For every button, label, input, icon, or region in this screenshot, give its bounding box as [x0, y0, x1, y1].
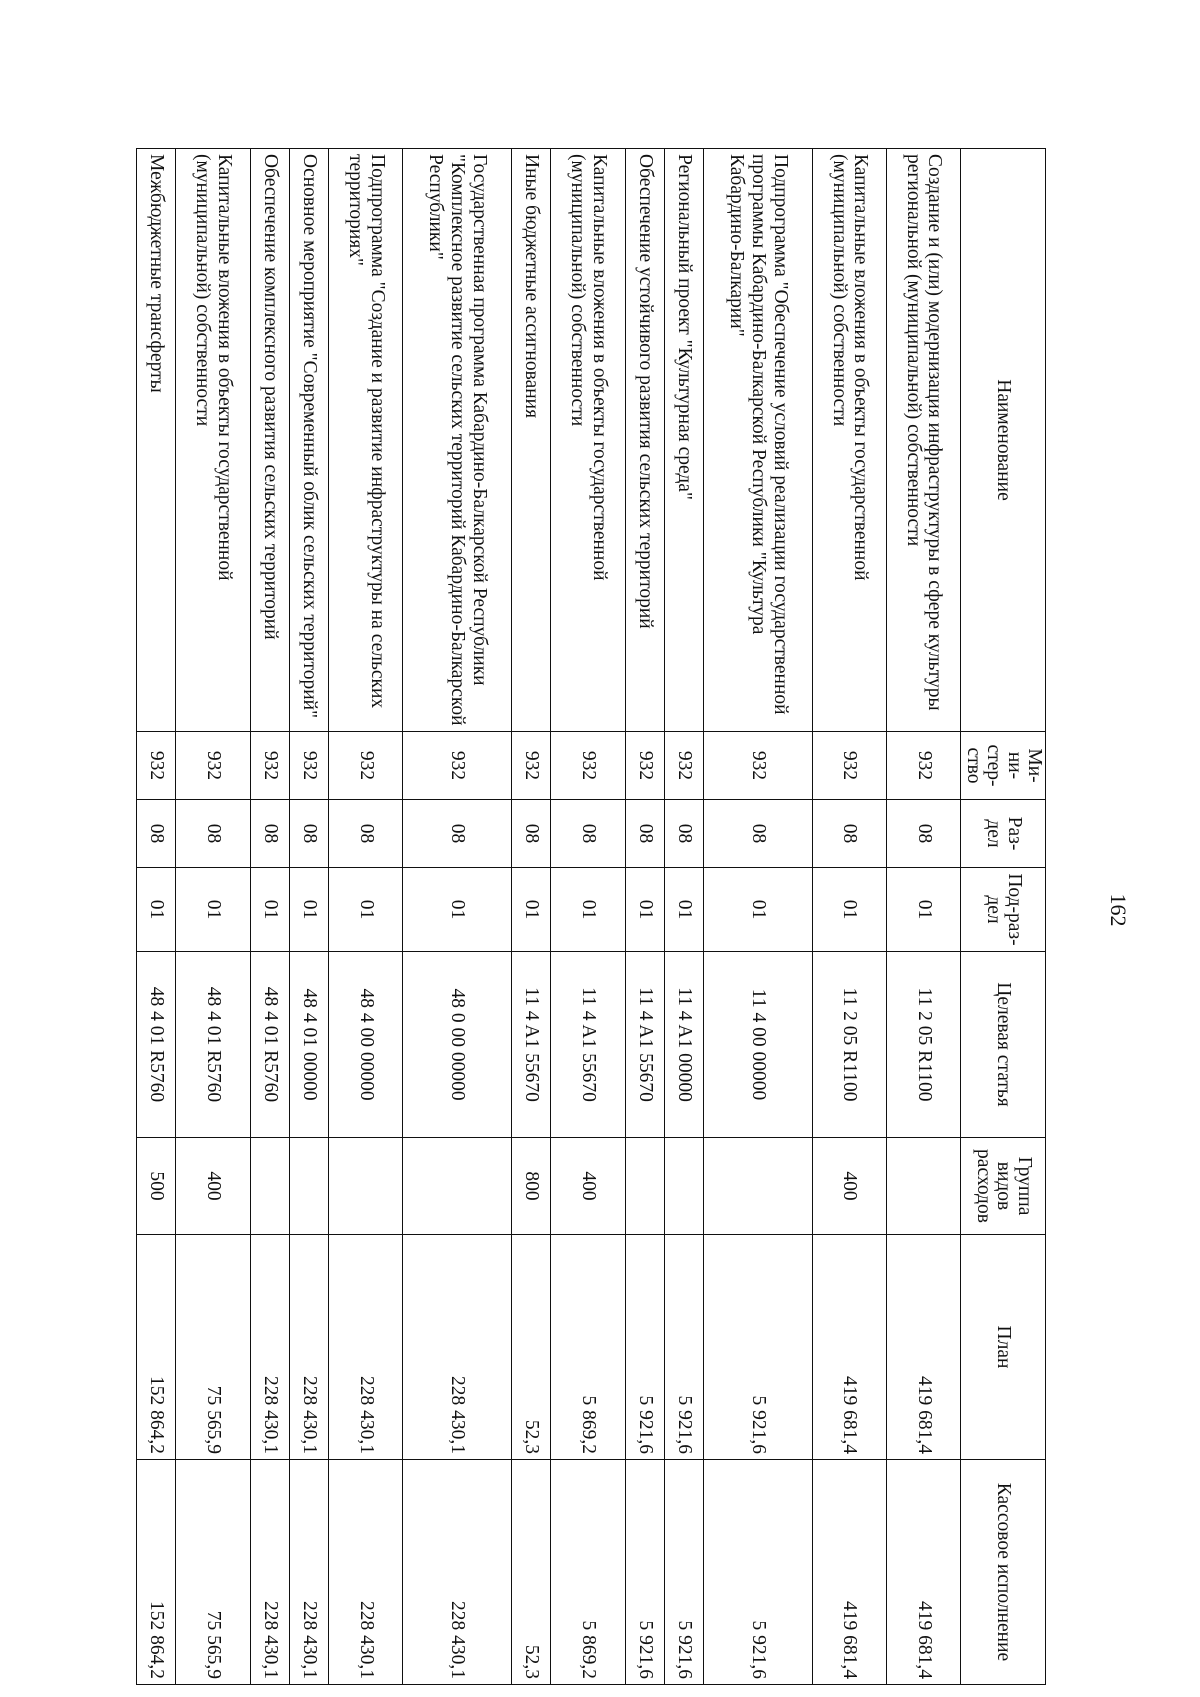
header-row	[961, 149, 1046, 1685]
subsection-cell: 01	[403, 868, 512, 952]
expense-group-cell	[403, 1138, 512, 1235]
subsection-cell: 01	[250, 868, 289, 952]
table-row	[289, 149, 328, 1685]
subsection-cell: 01	[887, 868, 961, 952]
rotated-table-frame	[136, 148, 1046, 1684]
section-cell: 08	[704, 800, 813, 868]
ministry-cell: 932	[176, 732, 250, 800]
header-subsection: Под-раз-дел	[961, 868, 1046, 952]
name-cell: Обеспечение устойчивого развития сельских территорий	[625, 149, 664, 732]
name-cell: Региональный проект "Культурная среда"	[664, 149, 703, 732]
expense-group-cell: 400	[551, 1138, 625, 1235]
cash-execution-cell: 5 869,2	[551, 1460, 625, 1685]
expense-group-cell	[250, 1138, 289, 1235]
page-number: 162	[1106, 893, 1131, 927]
cash-execution-cell: 228 430,1	[403, 1460, 512, 1685]
header-target-article: Целевая статья	[961, 952, 1046, 1138]
cash-execution-cell: 419 681,4	[887, 1460, 961, 1685]
name-cell: Подпрограмма "Создание и развитие инфраструктуры на сельских территориях"	[329, 149, 403, 732]
target-article-cell: 48 0 00 00000	[403, 952, 512, 1138]
subsection-cell: 01	[176, 868, 250, 952]
section-cell: 08	[403, 800, 512, 868]
name-cell: Создание и (или) модернизация инфраструктуры в сфере культуры региональной (муниципальной) собственности	[887, 149, 961, 732]
header-section: Раз-дел	[961, 800, 1046, 868]
expense-group-cell: 800	[512, 1138, 551, 1235]
section-cell: 08	[625, 800, 664, 868]
subsection-cell: 01	[813, 868, 887, 952]
target-article-cell: 11 4 A1 55670	[551, 952, 625, 1138]
plan-cell: 5 921,6	[704, 1235, 813, 1460]
table-row	[137, 149, 176, 1685]
plan-cell: 228 430,1	[403, 1235, 512, 1460]
plan-cell: 228 430,1	[289, 1235, 328, 1460]
cash-execution-cell: 228 430,1	[289, 1460, 328, 1685]
name-cell: Межбюджетные трансферты	[137, 149, 176, 732]
plan-cell: 419 681,4	[813, 1235, 887, 1460]
table-body	[137, 149, 961, 1685]
table-row	[887, 149, 961, 1685]
ministry-cell: 932	[329, 732, 403, 800]
cash-execution-cell: 152 864,2	[137, 1460, 176, 1685]
ministry-cell: 932	[403, 732, 512, 800]
name-cell: Капитальные вложения в объекты государственной (муниципальной) собственности	[551, 149, 625, 732]
name-cell: Основное мероприятие "Современный облик сельских территорий"	[289, 149, 328, 732]
target-article-cell: 48 4 00 00000	[329, 952, 403, 1138]
plan-cell: 5 869,2	[551, 1235, 625, 1460]
name-cell: Обеспечение комплексного развития сельских территорий	[250, 149, 289, 732]
plan-cell: 75 565,9	[176, 1235, 250, 1460]
expense-group-cell: 400	[176, 1138, 250, 1235]
target-article-cell: 48 4 01 R5760	[250, 952, 289, 1138]
ministry-cell: 932	[289, 732, 328, 800]
section-cell: 08	[250, 800, 289, 868]
ministry-cell: 932	[512, 732, 551, 800]
expense-group-cell	[329, 1138, 403, 1235]
name-cell: Капитальные вложения в объекты государственной (муниципальной) собственности	[176, 149, 250, 732]
plan-cell: 5 921,6	[664, 1235, 703, 1460]
target-article-cell: 48 4 01 R5760	[137, 952, 176, 1138]
header-cash-execution: Кассовое исполнение	[961, 1460, 1046, 1685]
cash-execution-cell: 228 430,1	[250, 1460, 289, 1685]
name-cell: Государственная программа Кабардино-Балкарской Республики "Комплексное развитие сельских территорий Кабардино-Балкарской Республики"	[403, 149, 512, 732]
header-plan: План	[961, 1235, 1046, 1460]
header-expense-group: Группа видов расходов	[961, 1138, 1046, 1235]
ministry-cell: 932	[625, 732, 664, 800]
ministry-cell: 932	[664, 732, 703, 800]
header-name: Наименование	[961, 149, 1046, 732]
target-article-cell: 48 4 01 R5760	[176, 952, 250, 1138]
cash-execution-cell: 5 921,6	[704, 1460, 813, 1685]
subsection-cell: 01	[329, 868, 403, 952]
ministry-cell: 932	[551, 732, 625, 800]
section-cell: 08	[813, 800, 887, 868]
expense-group-cell	[887, 1138, 961, 1235]
table-row	[176, 149, 250, 1685]
expense-group-cell: 500	[137, 1138, 176, 1235]
cash-execution-cell: 5 921,6	[664, 1460, 703, 1685]
plan-cell: 5 921,6	[625, 1235, 664, 1460]
expense-group-cell	[289, 1138, 328, 1235]
plan-cell: 228 430,1	[329, 1235, 403, 1460]
target-article-cell: 11 4 A1 00000	[664, 952, 703, 1138]
section-cell: 08	[664, 800, 703, 868]
ministry-cell: 932	[137, 732, 176, 800]
section-cell: 08	[512, 800, 551, 868]
name-cell: Капитальные вложения в объекты государственной (муниципальной) собственности	[813, 149, 887, 732]
section-cell: 08	[137, 800, 176, 868]
target-article-cell: 48 4 01 00000	[289, 952, 328, 1138]
plan-cell: 228 430,1	[250, 1235, 289, 1460]
subsection-cell: 01	[664, 868, 703, 952]
expense-group-cell	[664, 1138, 703, 1235]
header-ministry: Ми-ни-стер-ство	[961, 732, 1046, 800]
table-row	[512, 149, 551, 1685]
table-row	[813, 149, 887, 1685]
cash-execution-cell: 228 430,1	[329, 1460, 403, 1685]
subsection-cell: 01	[289, 868, 328, 952]
ministry-cell: 932	[887, 732, 961, 800]
name-cell: Подпрограмма "Обеспечение условий реализации государственной программы Кабардино-Балкарской Республики "Культура Кабардино-Балкарии"	[704, 149, 813, 732]
subsection-cell: 01	[704, 868, 813, 952]
target-article-cell: 11 4 00 00000	[704, 952, 813, 1138]
cash-execution-cell: 52,3	[512, 1460, 551, 1685]
cash-execution-cell: 419 681,4	[813, 1460, 887, 1685]
ministry-cell: 932	[813, 732, 887, 800]
ministry-cell: 932	[250, 732, 289, 800]
target-article-cell: 11 2 05 R1100	[813, 952, 887, 1138]
target-article-cell: 11 2 05 R1100	[887, 952, 961, 1138]
plan-cell: 419 681,4	[887, 1235, 961, 1460]
section-cell: 08	[176, 800, 250, 868]
subsection-cell: 01	[137, 868, 176, 952]
table-row	[704, 149, 813, 1685]
subsection-cell: 01	[551, 868, 625, 952]
plan-cell: 52,3	[512, 1235, 551, 1460]
table-row	[551, 149, 625, 1685]
section-cell: 08	[887, 800, 961, 868]
section-cell: 08	[329, 800, 403, 868]
cash-execution-cell: 5 921,6	[625, 1460, 664, 1685]
table-row	[664, 149, 703, 1685]
expense-group-cell	[625, 1138, 664, 1235]
cash-execution-cell: 75 565,9	[176, 1460, 250, 1685]
expense-group-cell	[704, 1138, 813, 1235]
section-cell: 08	[551, 800, 625, 868]
ministry-cell: 932	[704, 732, 813, 800]
table-row	[625, 149, 664, 1685]
subsection-cell: 01	[512, 868, 551, 952]
budget-table	[136, 148, 1046, 1685]
section-cell: 08	[289, 800, 328, 868]
subsection-cell: 01	[625, 868, 664, 952]
table-row	[250, 149, 289, 1685]
target-article-cell: 11 4 A1 55670	[512, 952, 551, 1138]
name-cell: Иные бюджетные ассигнования	[512, 149, 551, 732]
table-row	[403, 149, 512, 1685]
budget-table-container	[136, 148, 1046, 1684]
table-row	[329, 149, 403, 1685]
target-article-cell: 11 4 A1 55670	[625, 952, 664, 1138]
expense-group-cell: 400	[813, 1138, 887, 1235]
plan-cell: 152 864,2	[137, 1235, 176, 1460]
